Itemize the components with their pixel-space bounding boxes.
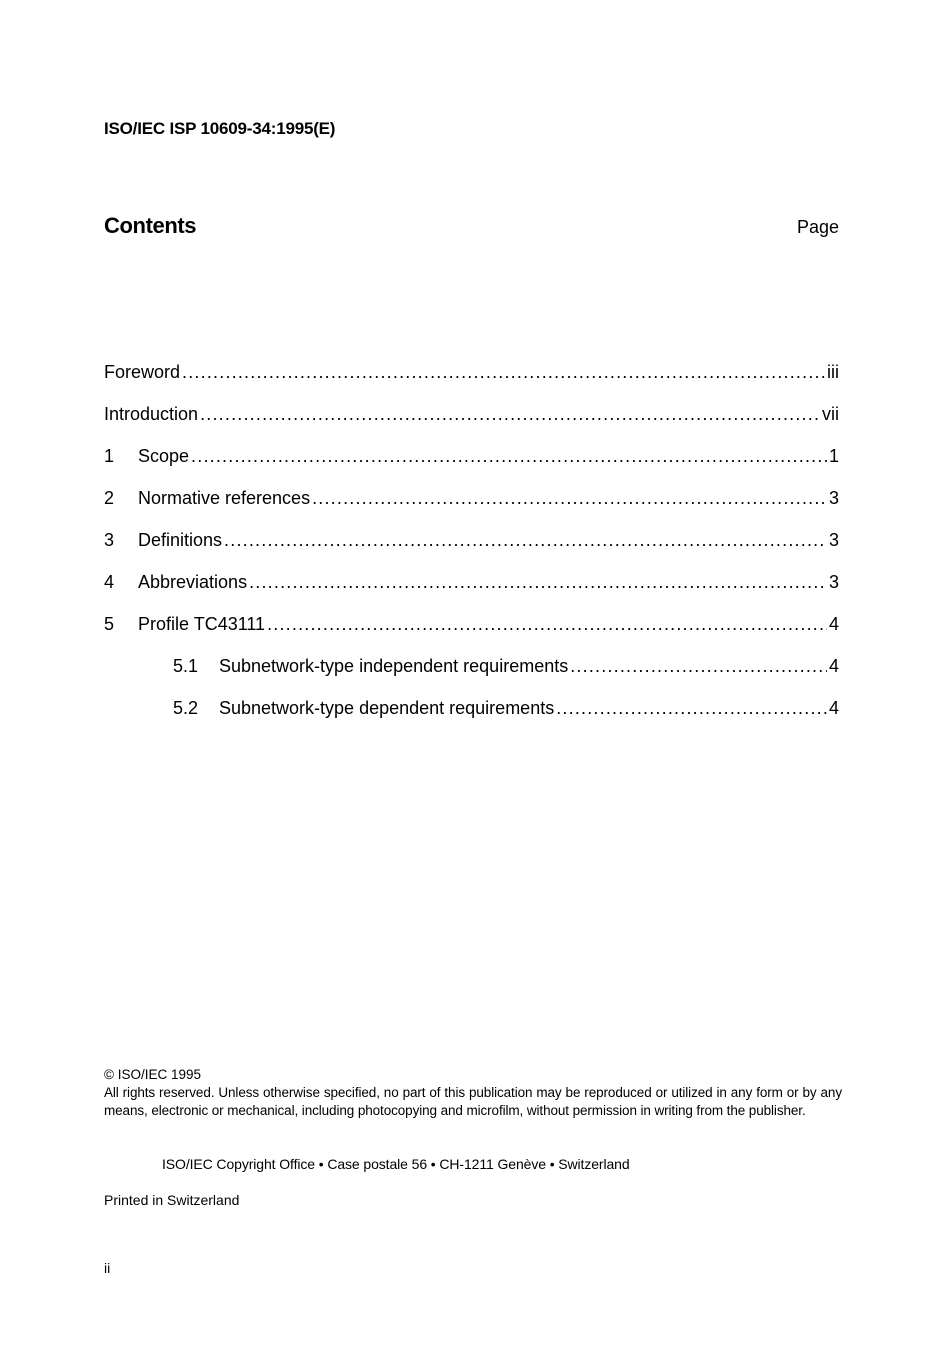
toc-entry-profile[interactable] bbox=[104, 614, 839, 638]
toc-leader-dots bbox=[200, 404, 820, 425]
toc-entry-number: 5.2 bbox=[173, 698, 199, 718]
page-number: ii bbox=[104, 1260, 111, 1276]
toc-leader-dots bbox=[312, 488, 827, 509]
toc-entry-scope[interactable] bbox=[104, 446, 839, 470]
toc-entry-label: Subnetwork-type independent requirements bbox=[219, 656, 569, 676]
copyright-office-address: ISO/IEC Copyright Office • Case postale 56 • CH-1211 Genève • Switzerland bbox=[162, 1156, 630, 1172]
toc-entry-label: Scope bbox=[138, 446, 190, 466]
toc-entry-label: Definitions bbox=[138, 530, 223, 550]
toc-leader-dots bbox=[182, 362, 825, 383]
toc-entry-page: 3 bbox=[828, 488, 839, 508]
toc-entry-number: 1 bbox=[104, 446, 115, 466]
toc-entry-number: 5 bbox=[104, 614, 115, 634]
toc-entry-label: Subnetwork-type dependent requirements bbox=[219, 698, 555, 718]
toc-entry-subnetwork-independent[interactable] bbox=[173, 656, 839, 680]
toc-entry-label: Profile TC43111 bbox=[138, 614, 266, 634]
toc-leader-dots bbox=[191, 446, 827, 467]
document-identifier: ISO/IEC ISP 10609-34:1995(E) bbox=[104, 119, 336, 138]
toc-entry-page: vii bbox=[822, 404, 839, 424]
toc-entry-number: 5.1 bbox=[173, 656, 199, 676]
toc-entry-number: 4 bbox=[104, 572, 115, 592]
toc-leader-dots bbox=[224, 530, 827, 551]
toc-entry-label: Normative references bbox=[138, 488, 311, 508]
copyright-notice bbox=[104, 1066, 842, 1120]
toc-entry-page: 4 bbox=[828, 614, 839, 634]
toc-entry-label: Foreword bbox=[104, 362, 181, 382]
toc-entry-page: 3 bbox=[828, 530, 839, 550]
toc-leader-dots bbox=[570, 656, 827, 677]
toc-entry-definitions[interactable] bbox=[104, 530, 839, 554]
toc-entry-introduction[interactable] bbox=[104, 404, 839, 428]
toc-leader-dots bbox=[249, 572, 827, 593]
toc-entry-subnetwork-dependent[interactable] bbox=[173, 698, 839, 722]
printed-in: Printed in Switzerland bbox=[104, 1192, 240, 1208]
toc-entry-normative-references[interactable] bbox=[104, 488, 839, 512]
toc-entry-page: 3 bbox=[828, 572, 839, 592]
copyright-line: © ISO/IEC 1995 bbox=[104, 1067, 201, 1082]
toc-entry-label: Introduction bbox=[104, 404, 199, 424]
toc-entry-page: 4 bbox=[828, 656, 839, 676]
toc-leader-dots bbox=[556, 698, 827, 719]
toc-entry-page: 4 bbox=[828, 698, 839, 718]
toc-entry-foreword[interactable] bbox=[104, 362, 839, 386]
toc-entry-label: Abbreviations bbox=[138, 572, 248, 592]
page-column-label: Page bbox=[796, 217, 839, 237]
toc-leader-dots bbox=[267, 614, 827, 635]
toc-entry-abbreviations[interactable] bbox=[104, 572, 839, 596]
toc-entry-number: 3 bbox=[104, 530, 115, 550]
toc-entry-page: iii bbox=[827, 362, 839, 382]
toc-entry-page: 1 bbox=[828, 446, 839, 466]
rights-statement: All rights reserved. Unless otherwise specified, no part of this publication may be reproduced or utilized in any form or by any means, electronic or mechanical, including photocopying and microfilm, without permission in writing from the publisher. bbox=[104, 1085, 842, 1118]
contents-heading: Contents bbox=[104, 213, 197, 238]
toc-entry-number: 2 bbox=[104, 488, 115, 508]
